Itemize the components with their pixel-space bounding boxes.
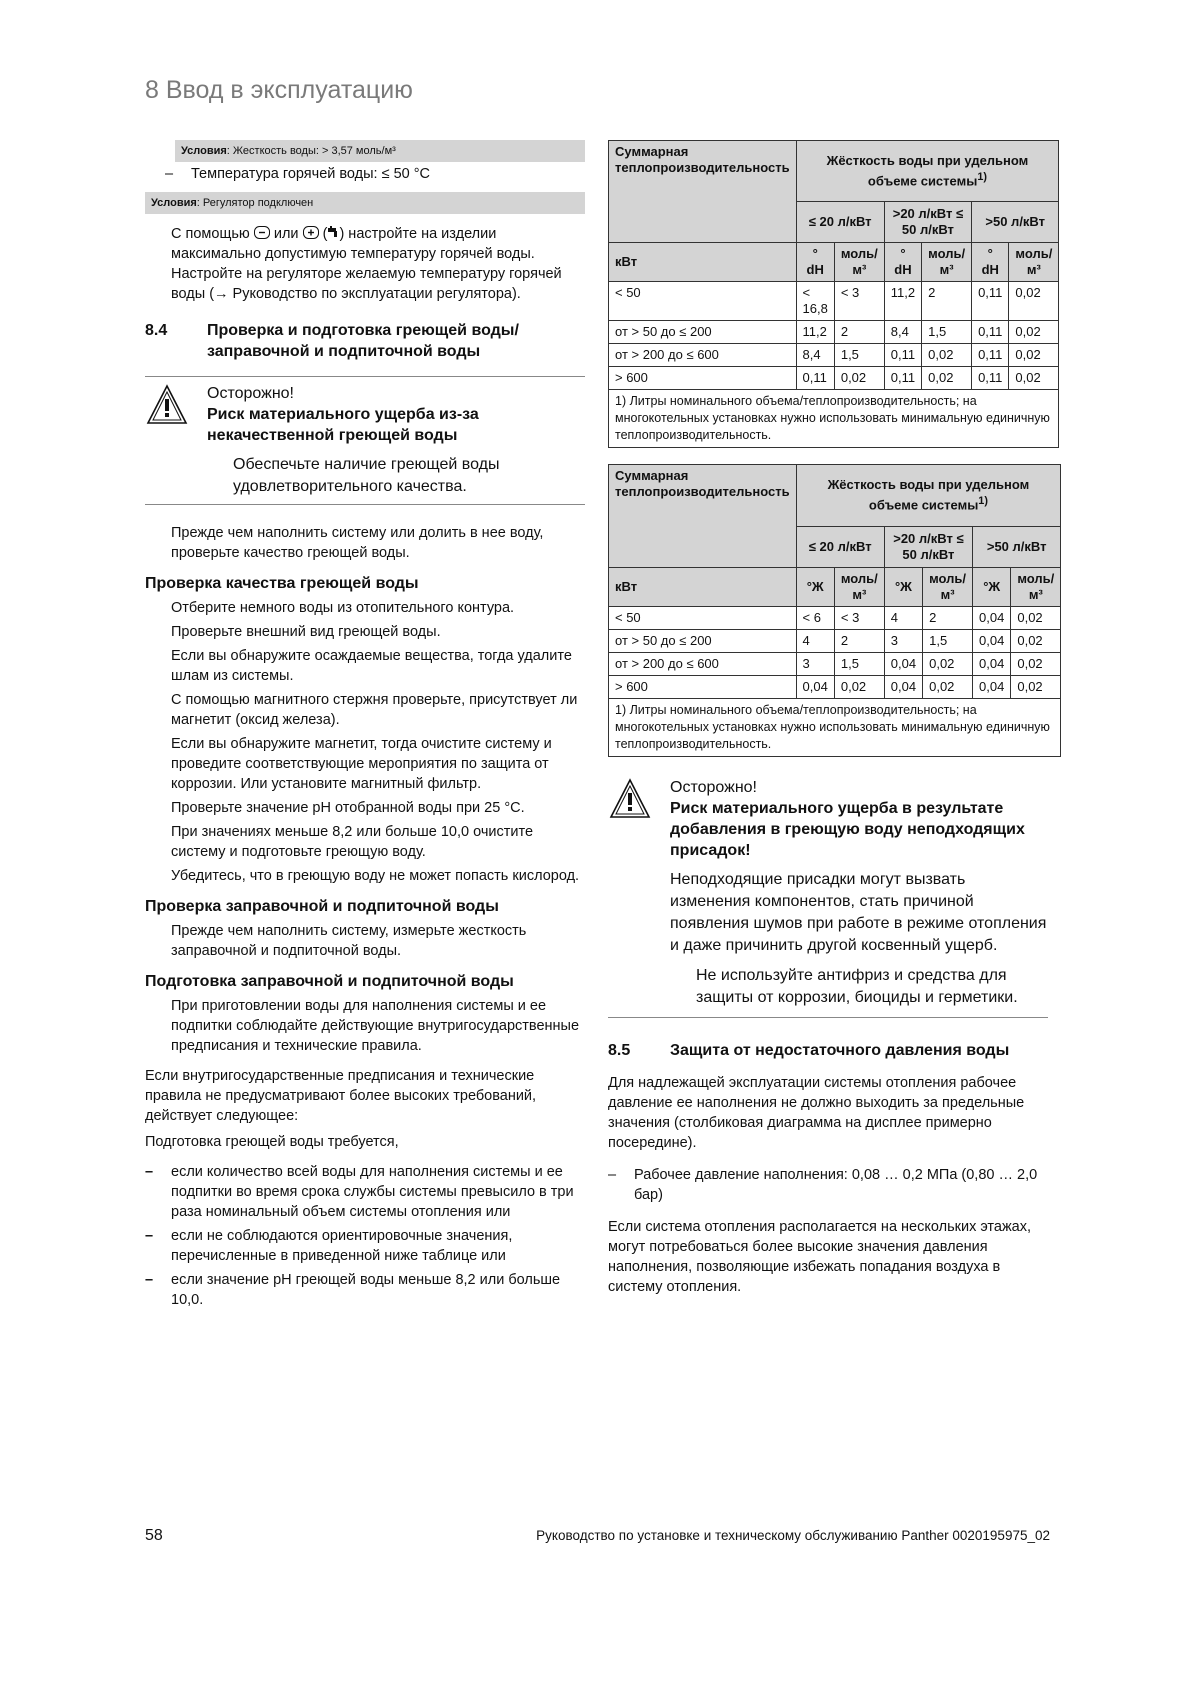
page-number: 58 bbox=[145, 1527, 163, 1544]
list-item: При приготовлении воды для наполнения системы и ее подпитки соблюдайте действующие внутригосударственные предписания и технические правила. bbox=[171, 998, 580, 1054]
table-header: >20 л/кВт ≤ 50 л/кВт bbox=[884, 526, 972, 567]
subheading: Проверка заправочной и подпиточной воды bbox=[145, 898, 499, 915]
table-header: моль/ м³ bbox=[834, 243, 884, 282]
condition-item: – Температура горячей воды: ≤ 50 °C bbox=[165, 166, 431, 182]
chapter-title: 8 Ввод в эксплуатацию bbox=[145, 76, 413, 104]
warning-subtitle: Риск материального ущерба в результате добавления в греющую воду неподходящих присадок! bbox=[670, 799, 1025, 859]
list-item: Если вы обнаружите осаждаемые вещества, тогда удалите шлам из системы. bbox=[171, 648, 572, 684]
table-header: кВт bbox=[609, 567, 797, 606]
table-row: от > 200 до ≤ 600 3 1,5 0,04 0,02 0,04 0,02 bbox=[609, 652, 1061, 675]
list-item: – если количество всей воды для наполнения системы и ее подпитки во время срока службы системы превысило в три раза номинальный объем системы отопления или bbox=[145, 1164, 574, 1220]
bullet-list bbox=[145, 1162, 585, 1310]
table-header: ≤ 20 л/кВт bbox=[796, 202, 884, 243]
table-row: > 600 0,11 0,02 0,11 0,02 0,11 0,02 bbox=[609, 367, 1059, 390]
table-header: моль/ м³ bbox=[1011, 567, 1061, 606]
table-header: ° dH bbox=[796, 243, 834, 282]
list-item: Прежде чем наполнить систему, измерьте жесткость заправочной и подпиточной воды. bbox=[171, 923, 527, 959]
warning-text: Обеспечьте наличие греющей воды удовлетворительного качества. bbox=[233, 456, 500, 495]
warning-title: Осторожно! bbox=[207, 385, 294, 402]
table-header: >50 л/кВт bbox=[973, 526, 1061, 567]
list-item: Проверьте значение pH отобранной воды при 25 °C. bbox=[171, 800, 525, 816]
warning-box bbox=[145, 377, 585, 498]
warning-text: Неподходящие присадки могут вызвать изменения компонентов, стать причиной появления шумов при работе в режиме отопления и даже причинить другой косвенный ущерб. bbox=[670, 870, 1047, 954]
list-item: Проверьте внешний вид греющей воды. bbox=[171, 624, 441, 640]
list-item: – если не соблюдаются ориентировочные значения, перечисленные в приведенной ниже таблице или bbox=[145, 1228, 513, 1264]
water-hardness-table-dh bbox=[608, 140, 1059, 448]
warning-box bbox=[608, 771, 1048, 1009]
table-footnote: 1) Литры номинального объема/теплопроизводительность; на многокотельных установках нужно использовать минимальную единичную теплопроизводительность. bbox=[609, 390, 1059, 448]
list-item: Убедитесь, что в греющую воду не может попасть кислород. bbox=[171, 868, 580, 884]
paragraph: Прежде чем наполнить систему или долить в нее воду, проверьте качество греющей воды. bbox=[171, 525, 544, 561]
subheading: Подготовка заправочной и подпиточной воды bbox=[145, 973, 514, 990]
right-column bbox=[608, 140, 1055, 1297]
hot-water-tap-icon bbox=[327, 226, 339, 239]
table-row: от > 50 до ≤ 200 4 2 3 1,5 0,04 0,02 bbox=[609, 629, 1061, 652]
table-row: от > 200 до ≤ 600 8,4 1,5 0,11 0,02 0,11 0,02 bbox=[609, 344, 1059, 367]
list-item: – Рабочее давление наполнения: 0,08 … 0,2 МПа (0,80 … 2,0 бар) bbox=[608, 1166, 1038, 1203]
list-item: С помощью магнитного стержня проверьте, присутствует ли магнетит (оксид железа). bbox=[171, 692, 578, 728]
divider bbox=[145, 504, 585, 505]
list-item: – если значение pH греющей воды меньше 8,2 или больше 10,0. bbox=[145, 1272, 561, 1308]
table-header: °Ж bbox=[884, 567, 922, 606]
warning-triangle-icon bbox=[608, 777, 652, 821]
warning-subtitle: Риск материального ущерба из-за некачественной греющей воды bbox=[207, 406, 479, 444]
table-header: Суммарная теплопроизводительность bbox=[609, 141, 797, 243]
condition-bar: Условия: Регулятор подключен bbox=[145, 192, 585, 214]
section-heading-8-4: 8.4 Проверка и подготовка греющей воды/ заправочной и подпиточной воды bbox=[145, 322, 519, 360]
table-header: ° dH bbox=[884, 243, 921, 282]
table-header: ≤ 20 л/кВт bbox=[796, 526, 884, 567]
warning-step: Не используйте антифриз и средства для защиты от коррозии, биоциды и герметики. bbox=[696, 966, 1018, 1006]
paragraph: С помощью или ( ) настройте на изделии максимально допустимую температуру горячей воды. bbox=[171, 226, 535, 262]
table-header: ° dH bbox=[972, 243, 1009, 282]
table-footnote: 1) Литры номинального объема/теплопроизводительность; на многокотельных установках нужно использовать минимальную единичную теплопроизводительность. bbox=[609, 698, 1061, 756]
footer-doc-title: Руководство по установке и техническому обслуживанию Panther 0020195975_02 bbox=[536, 1528, 1050, 1543]
section-heading-8-5: 8.5 Защита от недостаточного давления воды bbox=[608, 1041, 1010, 1059]
paragraph: Если внутригосударственные предписания и технические правила не предусматривают более высоких требований, действует следующее: bbox=[145, 1068, 537, 1124]
paragraph: Если система отопления располагается на нескольких этажах, могут потребоваться более высокие значения давления наполнения, позволяющие избежать попадания воздуха в систему отопления. bbox=[608, 1218, 1032, 1295]
table-header: Жёсткость воды при удельном объеме системы$^{1)}$ bbox=[796, 465, 1061, 526]
table-header: >50 л/кВт bbox=[972, 202, 1059, 243]
table-header: °Ж bbox=[796, 567, 834, 606]
left-column bbox=[145, 140, 585, 1314]
paragraph: Для надлежащей эксплуатации системы отопления рабочее давление ее наполнения не должно выходить за предельные значения (столбиковая диаграмма на дисплее примерно посередине). bbox=[608, 1074, 1025, 1151]
table-header: моль/ м³ bbox=[923, 567, 973, 606]
list-item: Отберите немного воды из отопительного контура. bbox=[171, 600, 515, 616]
minus-key-icon bbox=[254, 226, 270, 239]
steps-list bbox=[145, 598, 585, 886]
water-hardness-table-zh bbox=[608, 464, 1061, 756]
table-row: от > 50 до ≤ 200 11,2 2 8,4 1,5 0,11 0,02 bbox=[609, 321, 1059, 344]
table-header: Жёсткость воды при удельном объеме системы$^{1)}$ bbox=[796, 141, 1059, 202]
paragraph: Подготовка греющей воды требуется, bbox=[145, 1134, 399, 1150]
table-header: кВт bbox=[609, 243, 797, 282]
condition-bar: Условия: Жесткость воды: > 3,57 моль/м³ bbox=[175, 140, 585, 162]
divider bbox=[608, 1017, 1048, 1018]
table-header: моль/ м³ bbox=[834, 567, 884, 606]
list-item: При значениях меньше 8,2 или больше 10,0 очистите систему и подготовьте греющую воду. bbox=[171, 824, 534, 860]
paragraph: Настройте на регуляторе желаемую температуру горячей воды (→ Руководство по эксплуатации регулятора). bbox=[171, 266, 562, 302]
table-header: >20 л/кВт ≤ 50 л/кВт bbox=[884, 202, 971, 243]
table-header: моль/ м³ bbox=[922, 243, 972, 282]
table-header: Суммарная теплопроизводительность bbox=[609, 465, 797, 567]
warning-triangle-icon bbox=[145, 383, 189, 427]
table-row: < 50 < 16,8 < 3 11,2 2 0,11 0,02 bbox=[609, 282, 1059, 321]
table-row: < 50 < 6 < 3 4 2 0,04 0,02 bbox=[609, 606, 1061, 629]
table-header: моль/ м³ bbox=[1009, 243, 1059, 282]
list-item: Если вы обнаружите магнетит, тогда очистите систему и проведите соответствующие мероприятия по защита от коррозии. Или установите магнитный фильтр. bbox=[171, 736, 552, 792]
table-row: > 600 0,04 0,02 0,04 0,02 0,04 0,02 bbox=[609, 675, 1061, 698]
table-header: °Ж bbox=[973, 567, 1011, 606]
subheading: Проверка качества греющей воды bbox=[145, 575, 419, 592]
warning-title: Осторожно! bbox=[670, 778, 757, 796]
plus-key-icon bbox=[303, 226, 319, 239]
